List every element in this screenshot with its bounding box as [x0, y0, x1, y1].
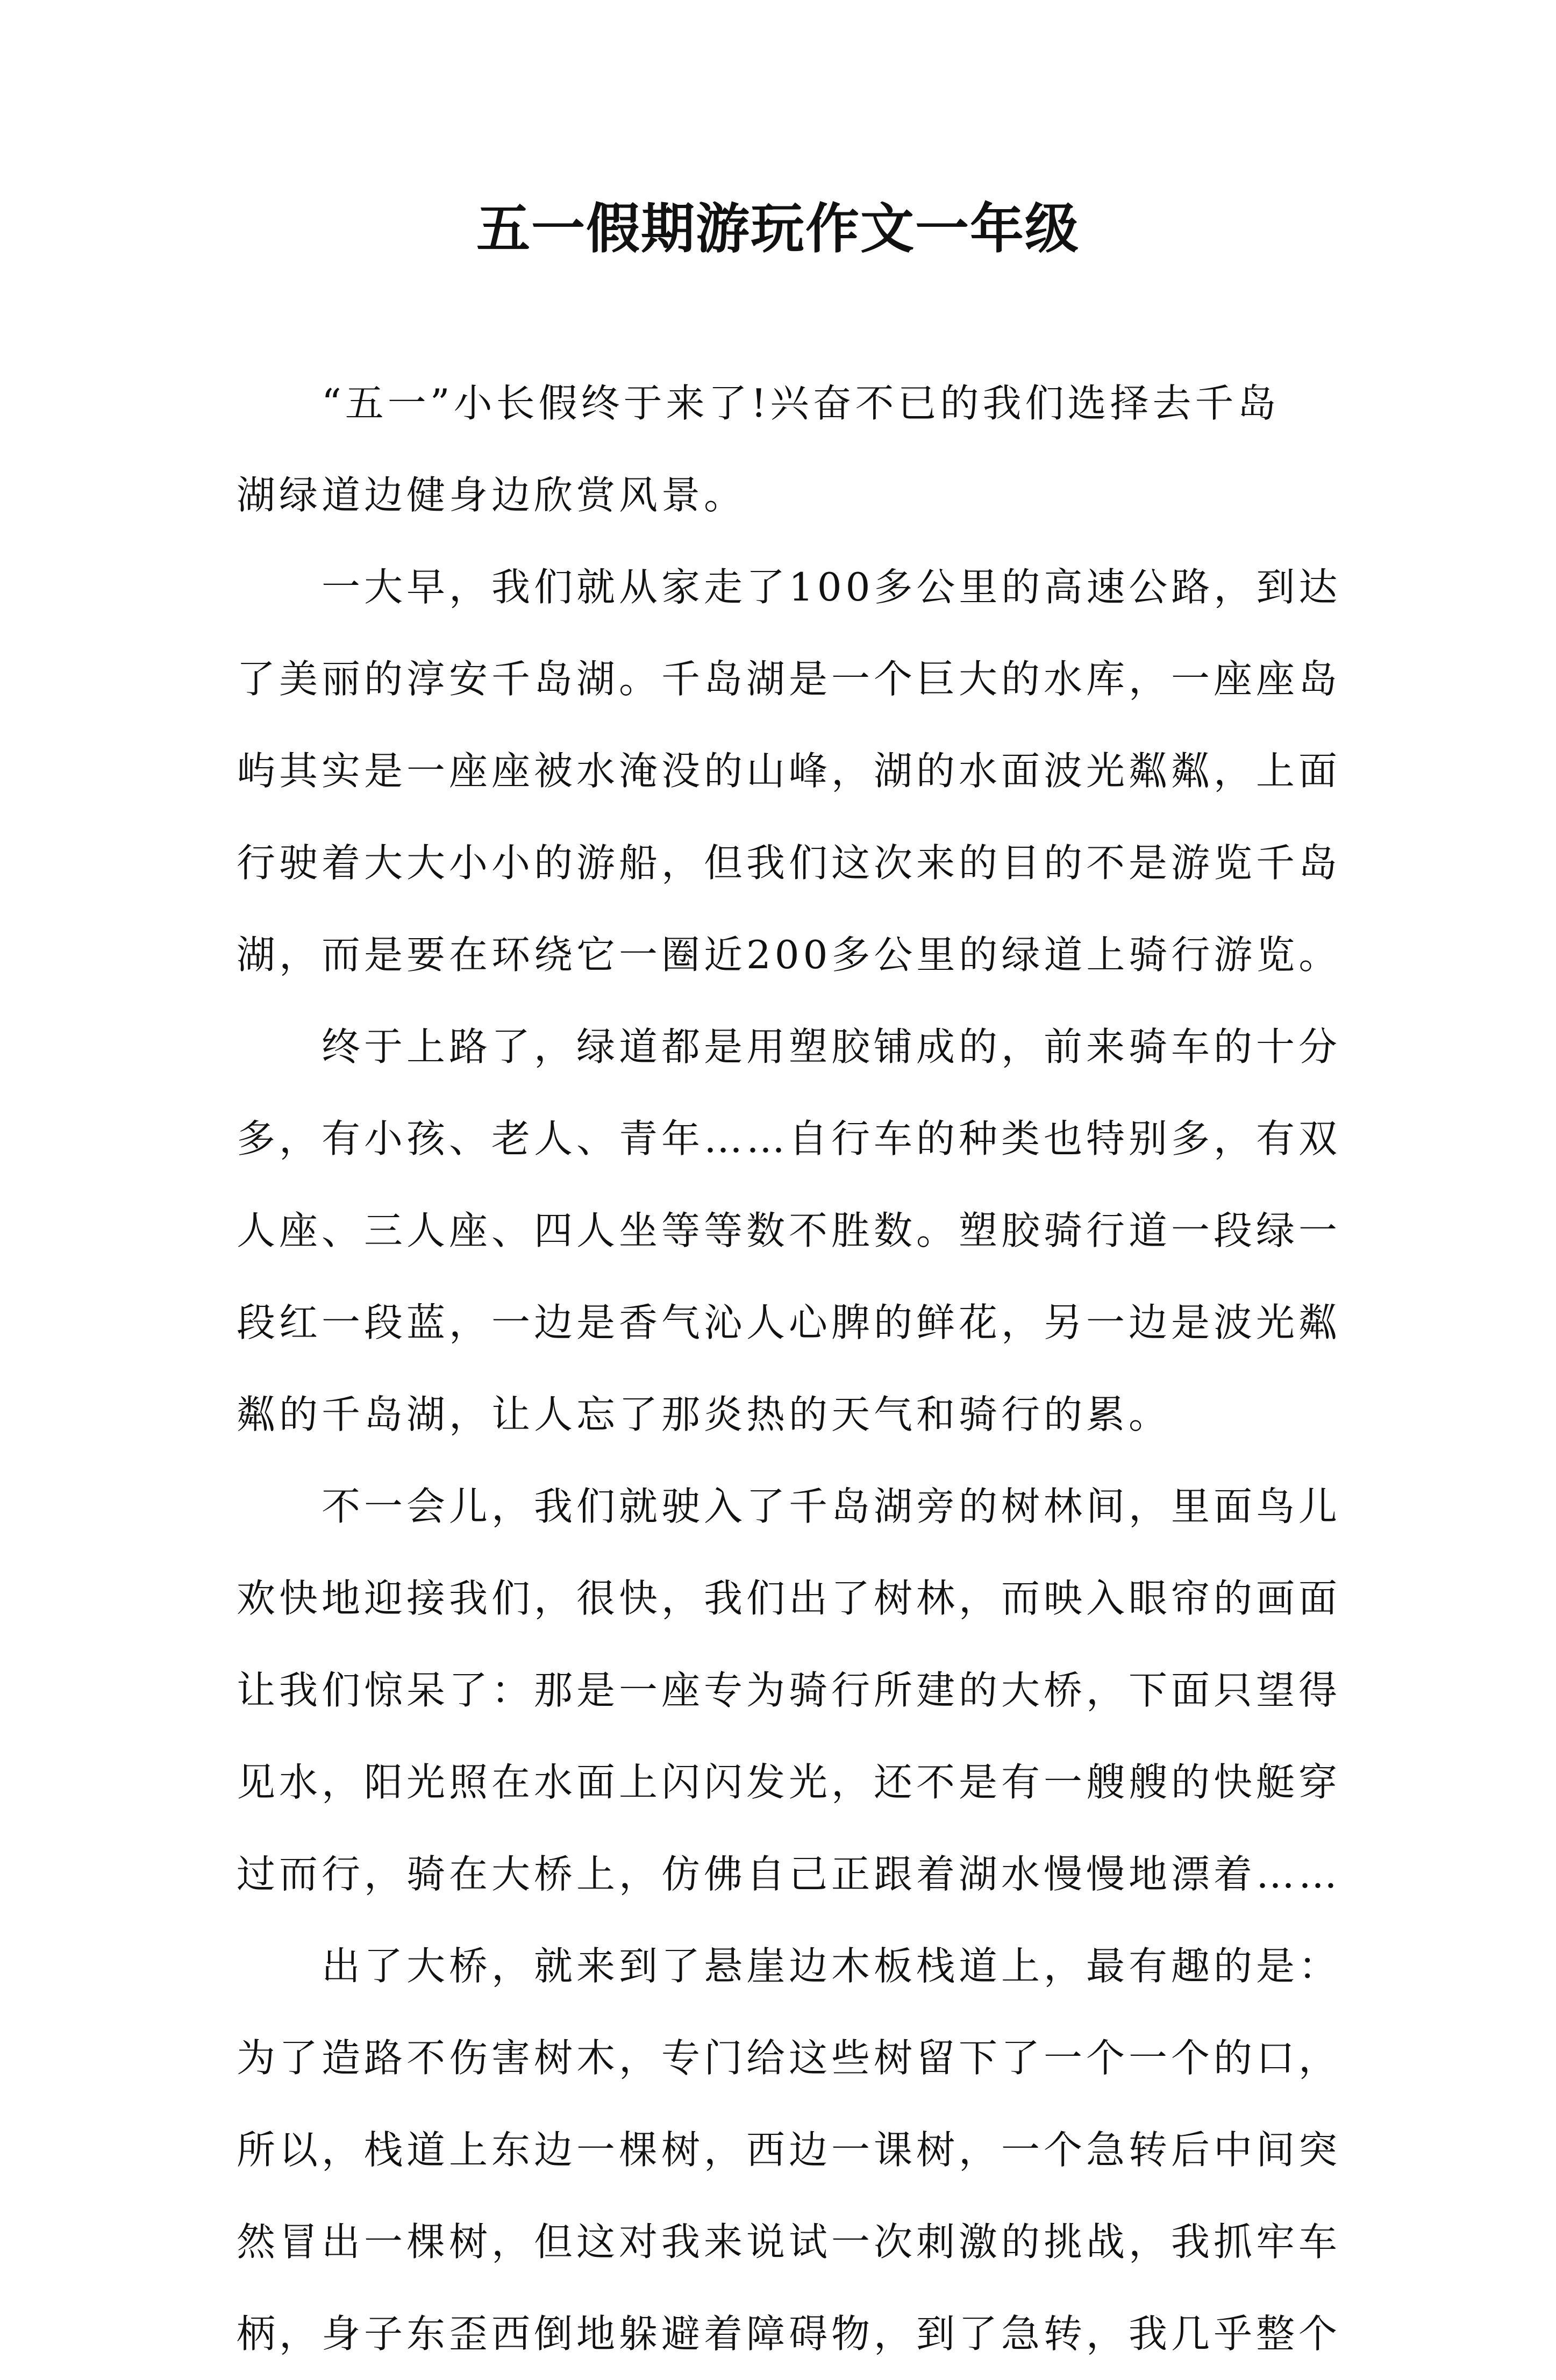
document-title: 五一假期游玩作文一年级 [476, 197, 1080, 260]
text-line: 湖，而是要在环绕它一圈近200多公里的绿道上骑行游览。 [237, 932, 1341, 977]
text-line: 过而行，骑在大桥上，仿佛自己正跟着湖水慢慢地漂着…… [237, 1852, 1341, 1897]
text-line: 终于上路了，绿道都是用塑胶铺成的，前来骑车的十分 [237, 1024, 1341, 1069]
text-line: 柄，身子东歪西倒地躲避着障碍物，到了急转，我几乎整个 [237, 2311, 1341, 2356]
text-line: 湖绿道边健身边欣赏风景。 [237, 473, 747, 518]
text-line: 出了大桥，就来到了悬崖边木板栈道上，最有趣的是： [237, 1943, 1341, 1989]
text-line: 见水，阳光照在水面上闪闪发光，还不是有一艘艘的快艇穿 [237, 1760, 1341, 1805]
text-line: 一大早，我们就从家走了100多公里的高速公路，到达 [237, 564, 1341, 610]
text-line: 段红一段蓝，一边是香气沁人心脾的鲜花，另一边是波光粼 [237, 1300, 1341, 1345]
text-line: 让我们惊呆了：那是一座专为骑行所建的大桥，下面只望得 [237, 1668, 1341, 1713]
text-line: 不一会儿，我们就驶入了千岛湖旁的树林间，里面鸟儿 [237, 1484, 1341, 1529]
text-line: 了美丽的淳安千岛湖。千岛湖是一个巨大的水库，一座座岛 [237, 656, 1341, 702]
text-line: “五一”小长假终于来了!兴奋不已的我们选择去千岛 [237, 381, 1280, 426]
text-line: 多，有小孩、老人、青年……自行车的种类也特别多，有双 [237, 1116, 1341, 1161]
text-line: 屿其实是一座座被水淹没的山峰，湖的水面波光粼粼，上面 [237, 748, 1341, 794]
text-line: 欢快地迎接我们，很快，我们出了树林，而映入眼帘的画面 [237, 1576, 1341, 1621]
text-line: 为了造路不伤害树木，专门给这些树留下了一个一个的口， [237, 2035, 1341, 2081]
text-line: 粼的千岛湖，让人忘了那炎热的天气和骑行的累。 [237, 1392, 1172, 1437]
text-line: 所以，栈道上东边一棵树，西边一课树，一个急转后中间突 [237, 2127, 1341, 2172]
text-line: 人座、三人座、四人坐等等数不胜数。塑胶骑行道一段绿一 [237, 1208, 1341, 1253]
document-body [237, 358, 1341, 2380]
text-line: 行驶着大大小小的游船，但我们这次来的目的不是游览千岛 [237, 840, 1341, 885]
text-line: 然冒出一棵树，但这对我来说试一次刺激的挑战，我抓牢车 [237, 2219, 1341, 2264]
